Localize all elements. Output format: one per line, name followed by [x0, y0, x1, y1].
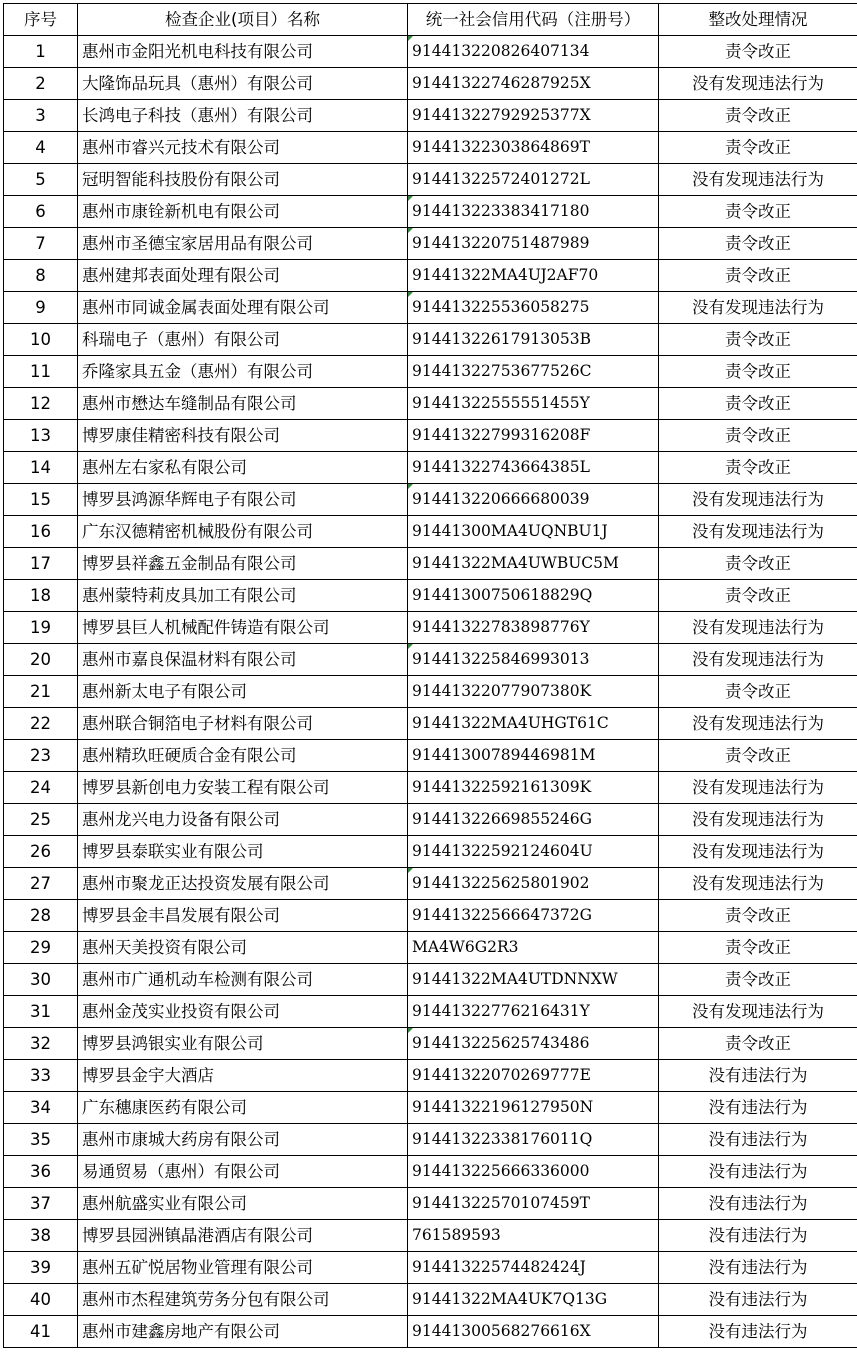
- company-name-cell: 广东汉德精密机械股份有限公司: [78, 516, 408, 548]
- credit-code-cell: 91441322555551455Y: [408, 388, 659, 420]
- status-cell: 责令改正: [659, 324, 857, 356]
- status-cell: 责令改正: [659, 740, 857, 772]
- company-name-cell: 惠州市建鑫房地产有限公司: [78, 1316, 408, 1348]
- credit-code-cell: 914413220826407134: [408, 36, 659, 68]
- credit-code-cell: 91441322799316208F: [408, 420, 659, 452]
- row-index: 38: [4, 1220, 78, 1252]
- table-row: [4, 292, 857, 324]
- table-row: [4, 548, 857, 580]
- company-name-cell: 惠州精玖旺硬质合金有限公司: [78, 740, 408, 772]
- company-name-cell: 惠州市嘉良保温材料有限公司: [78, 644, 408, 676]
- status-cell: 没有违法行为: [659, 1156, 857, 1188]
- table-row: [4, 228, 857, 260]
- row-index: 29: [4, 932, 78, 964]
- row-index: 11: [4, 356, 78, 388]
- company-name-cell: 惠州市聚龙正达投资发展有限公司: [78, 868, 408, 900]
- table-row: [4, 740, 857, 772]
- status-cell: 没有违法行为: [659, 1316, 857, 1348]
- company-name-cell: 惠州市杰程建筑劳务分包有限公司: [78, 1284, 408, 1316]
- table-row: [4, 644, 857, 676]
- status-cell: 没有发现违法行为: [659, 836, 857, 868]
- status-cell: 没有发现违法行为: [659, 292, 857, 324]
- table-row: [4, 932, 857, 964]
- status-cell: 责令改正: [659, 676, 857, 708]
- company-name-cell: 惠州左右家私有限公司: [78, 452, 408, 484]
- company-name-cell: 冠明智能科技股份有限公司: [78, 164, 408, 196]
- status-cell: 责令改正: [659, 36, 857, 68]
- table-row: [4, 804, 857, 836]
- table-row: [4, 1156, 857, 1188]
- table-row: [4, 900, 857, 932]
- header-status: 整改处理情况: [659, 4, 857, 36]
- company-name-cell: 博罗县新创电力安装工程有限公司: [78, 772, 408, 804]
- row-index: 30: [4, 964, 78, 996]
- table-row: [4, 996, 857, 1028]
- table-row: [4, 580, 857, 612]
- credit-code-cell: 91441322196127950N: [408, 1092, 659, 1124]
- table-row: [4, 1028, 857, 1060]
- company-name-cell: 惠州市康铨新机电有限公司: [78, 196, 408, 228]
- table-row: [4, 484, 857, 516]
- status-cell: 责令改正: [659, 964, 857, 996]
- company-name-cell: 惠州市睿兴元技术有限公司: [78, 132, 408, 164]
- credit-code-cell: MA4W6G2R3: [408, 932, 659, 964]
- status-cell: 责令改正: [659, 900, 857, 932]
- company-name-cell: 惠州市同诚金属表面处理有限公司: [78, 292, 408, 324]
- credit-code-cell: 914413225536058275: [408, 292, 659, 324]
- row-index: 35: [4, 1124, 78, 1156]
- company-name-cell: 惠州龙兴电力设备有限公司: [78, 804, 408, 836]
- credit-code-cell: 91441322572401272L: [408, 164, 659, 196]
- credit-code-cell: 91441300MA4UQNBU1J: [408, 516, 659, 548]
- credit-code-cell: 91441322MA4UJ2AF70: [408, 260, 659, 292]
- status-cell: 没有发现违法行为: [659, 68, 857, 100]
- status-cell: 责令改正: [659, 548, 857, 580]
- row-index: 32: [4, 1028, 78, 1060]
- header-row: [4, 4, 857, 36]
- table-row: [4, 612, 857, 644]
- company-name-cell: 大隆饰品玩具（惠州）有限公司: [78, 68, 408, 100]
- company-name-cell: 博罗县金宇大酒店: [78, 1060, 408, 1092]
- credit-code-cell: 91441322MA4UTDNNXW: [408, 964, 659, 996]
- company-name-cell: 博罗县巨人机械配件铸造有限公司: [78, 612, 408, 644]
- row-index: 39: [4, 1252, 78, 1284]
- table-row: [4, 36, 857, 68]
- status-cell: 责令改正: [659, 580, 857, 612]
- table-row: [4, 676, 857, 708]
- row-index: 4: [4, 132, 78, 164]
- status-cell: 没有发现违法行为: [659, 708, 857, 740]
- company-name-cell: 博罗县鸿银实业有限公司: [78, 1028, 408, 1060]
- company-name-cell: 惠州建邦表面处理有限公司: [78, 260, 408, 292]
- company-name-cell: 惠州新太电子有限公司: [78, 676, 408, 708]
- status-cell: 没有发现违法行为: [659, 644, 857, 676]
- status-cell: 没有违法行为: [659, 1220, 857, 1252]
- row-index: 40: [4, 1284, 78, 1316]
- company-name-cell: 惠州航盛实业有限公司: [78, 1188, 408, 1220]
- credit-code-cell: 91441300789446981M: [408, 740, 659, 772]
- status-cell: 没有违法行为: [659, 1188, 857, 1220]
- status-cell: 没有发现违法行为: [659, 484, 857, 516]
- status-cell: 责令改正: [659, 932, 857, 964]
- company-name-cell: 惠州蒙特莉皮具加工有限公司: [78, 580, 408, 612]
- credit-code-cell: 91441322574482424J: [408, 1252, 659, 1284]
- table-row: [4, 1252, 857, 1284]
- company-name-cell: 博罗县泰联实业有限公司: [78, 836, 408, 868]
- company-name-cell: 惠州市广通机动车检测有限公司: [78, 964, 408, 996]
- credit-code-cell: 91441322MA4UWBUC5M: [408, 548, 659, 580]
- row-index: 28: [4, 900, 78, 932]
- table-row: [4, 420, 857, 452]
- row-index: 10: [4, 324, 78, 356]
- table-row: [4, 964, 857, 996]
- company-name-cell: 广东穗康医药有限公司: [78, 1092, 408, 1124]
- table-body: [4, 36, 857, 1348]
- row-index: 22: [4, 708, 78, 740]
- table-row: [4, 356, 857, 388]
- row-index: 13: [4, 420, 78, 452]
- row-index: 25: [4, 804, 78, 836]
- row-index: 27: [4, 868, 78, 900]
- table-row: [4, 452, 857, 484]
- credit-code-cell: 914413225666336000: [408, 1156, 659, 1188]
- table-row: [4, 868, 857, 900]
- table-row: [4, 1284, 857, 1316]
- table-row: [4, 388, 857, 420]
- company-name-cell: 惠州天美投资有限公司: [78, 932, 408, 964]
- table-row: [4, 164, 857, 196]
- status-cell: 没有违法行为: [659, 1124, 857, 1156]
- company-name-cell: 博罗县园洲镇晶港酒店有限公司: [78, 1220, 408, 1252]
- row-index: 2: [4, 68, 78, 100]
- credit-code-cell: 91441322783898776Y: [408, 612, 659, 644]
- credit-code-cell: 91441322070269777E: [408, 1060, 659, 1092]
- status-cell: 没有违法行为: [659, 1092, 857, 1124]
- credit-code-cell: 91441322753677526C: [408, 356, 659, 388]
- credit-code-cell: 91441322792925377X: [408, 100, 659, 132]
- status-cell: 责令改正: [659, 132, 857, 164]
- row-index: 12: [4, 388, 78, 420]
- status-cell: 责令改正: [659, 228, 857, 260]
- status-cell: 责令改正: [659, 356, 857, 388]
- credit-code-cell: 91441322MA4UK7Q13G: [408, 1284, 659, 1316]
- row-index: 3: [4, 100, 78, 132]
- row-index: 9: [4, 292, 78, 324]
- row-index: 16: [4, 516, 78, 548]
- company-name-cell: 易通贸易（惠州）有限公司: [78, 1156, 408, 1188]
- company-name-cell: 博罗县鸿源华辉电子有限公司: [78, 484, 408, 516]
- status-cell: 没有发现违法行为: [659, 868, 857, 900]
- credit-code-cell: 91441322MA4UHGT61C: [408, 708, 659, 740]
- status-cell: 没有发现违法行为: [659, 516, 857, 548]
- row-index: 36: [4, 1156, 78, 1188]
- row-index: 34: [4, 1092, 78, 1124]
- company-name-cell: 博罗康佳精密科技有限公司: [78, 420, 408, 452]
- status-cell: 没有违法行为: [659, 1284, 857, 1316]
- credit-code-cell: 914413225846993013: [408, 644, 659, 676]
- credit-code-cell: 914413225625743486: [408, 1028, 659, 1060]
- header-code: 统一社会信用代码（注册号）: [408, 4, 659, 36]
- table-row: [4, 100, 857, 132]
- status-cell: 没有发现违法行为: [659, 772, 857, 804]
- status-cell: 责令改正: [659, 388, 857, 420]
- company-name-cell: 惠州金茂实业投资有限公司: [78, 996, 408, 1028]
- credit-code-cell: 91441322669855246G: [408, 804, 659, 836]
- status-cell: 没有违法行为: [659, 1060, 857, 1092]
- table-row: [4, 1316, 857, 1348]
- credit-code-cell: 91441322776216431Y: [408, 996, 659, 1028]
- company-name-cell: 惠州联合铜箔电子材料有限公司: [78, 708, 408, 740]
- company-name-cell: 长鸿电子科技（惠州）有限公司: [78, 100, 408, 132]
- credit-code-cell: 91441322592161309K: [408, 772, 659, 804]
- credit-code-cell: 91441300750618829Q: [408, 580, 659, 612]
- row-index: 7: [4, 228, 78, 260]
- credit-code-cell: 91441322570107459T: [408, 1188, 659, 1220]
- company-name-cell: 博罗县祥鑫五金制品有限公司: [78, 548, 408, 580]
- credit-code-cell: 914413220666680039: [408, 484, 659, 516]
- row-index: 1: [4, 36, 78, 68]
- credit-code-cell: 914413220751487989: [408, 228, 659, 260]
- credit-code-cell: 91441322592124604U: [408, 836, 659, 868]
- table-row: [4, 708, 857, 740]
- credit-code-cell: 914413223383417180: [408, 196, 659, 228]
- table-row: [4, 196, 857, 228]
- table-row: [4, 772, 857, 804]
- inspection-table: [3, 3, 857, 1348]
- credit-code-cell: 91441322303864869T: [408, 132, 659, 164]
- status-cell: 没有违法行为: [659, 1252, 857, 1284]
- row-index: 18: [4, 580, 78, 612]
- company-name-cell: 惠州市金阳光机电科技有限公司: [78, 36, 408, 68]
- table-row: [4, 516, 857, 548]
- row-index: 26: [4, 836, 78, 868]
- company-name-cell: 博罗县金丰昌发展有限公司: [78, 900, 408, 932]
- credit-code-cell: 91441322077907380K: [408, 676, 659, 708]
- table-row: [4, 836, 857, 868]
- table-row: [4, 1220, 857, 1252]
- credit-code-cell: 91441300568276616X: [408, 1316, 659, 1348]
- credit-code-cell: 914413225625801902: [408, 868, 659, 900]
- table-row: [4, 132, 857, 164]
- row-index: 14: [4, 452, 78, 484]
- company-name-cell: 惠州市康城大药房有限公司: [78, 1124, 408, 1156]
- table-row: [4, 1124, 857, 1156]
- company-name-cell: 乔隆家具五金（惠州）有限公司: [78, 356, 408, 388]
- row-index: 41: [4, 1316, 78, 1348]
- status-cell: 没有发现违法行为: [659, 164, 857, 196]
- company-name-cell: 惠州五矿悦居物业管理有限公司: [78, 1252, 408, 1284]
- status-cell: 责令改正: [659, 260, 857, 292]
- status-cell: 责令改正: [659, 1028, 857, 1060]
- company-name-cell: 惠州市懋达车缝制品有限公司: [78, 388, 408, 420]
- row-index: 5: [4, 164, 78, 196]
- row-index: 19: [4, 612, 78, 644]
- status-cell: 没有发现违法行为: [659, 612, 857, 644]
- table-row: [4, 1188, 857, 1220]
- row-index: 6: [4, 196, 78, 228]
- table-row: [4, 260, 857, 292]
- header-name: 检查企业(项目）名称: [78, 4, 408, 36]
- credit-code-cell: 91441322338176011Q: [408, 1124, 659, 1156]
- credit-code-cell: 91441322743664385L: [408, 452, 659, 484]
- table-row: [4, 1060, 857, 1092]
- credit-code-cell: 91441322566647372G: [408, 900, 659, 932]
- status-cell: 没有发现违法行为: [659, 996, 857, 1028]
- table-row: [4, 1092, 857, 1124]
- status-cell: 没有发现违法行为: [659, 804, 857, 836]
- row-index: 17: [4, 548, 78, 580]
- status-cell: 责令改正: [659, 420, 857, 452]
- row-index: 20: [4, 644, 78, 676]
- company-name-cell: 惠州市圣德宝家居用品有限公司: [78, 228, 408, 260]
- row-index: 8: [4, 260, 78, 292]
- header-index: 序号: [4, 4, 78, 36]
- row-index: 33: [4, 1060, 78, 1092]
- credit-code-cell: 91441322746287925X: [408, 68, 659, 100]
- status-cell: 责令改正: [659, 196, 857, 228]
- table-row: [4, 324, 857, 356]
- table-row: [4, 68, 857, 100]
- company-name-cell: 科瑞电子（惠州）有限公司: [78, 324, 408, 356]
- row-index: 24: [4, 772, 78, 804]
- row-index: 23: [4, 740, 78, 772]
- row-index: 37: [4, 1188, 78, 1220]
- row-index: 21: [4, 676, 78, 708]
- row-index: 15: [4, 484, 78, 516]
- row-index: 31: [4, 996, 78, 1028]
- credit-code-cell: 91441322617913053B: [408, 324, 659, 356]
- status-cell: 责令改正: [659, 452, 857, 484]
- status-cell: 责令改正: [659, 100, 857, 132]
- credit-code-cell: 761589593: [408, 1220, 659, 1252]
